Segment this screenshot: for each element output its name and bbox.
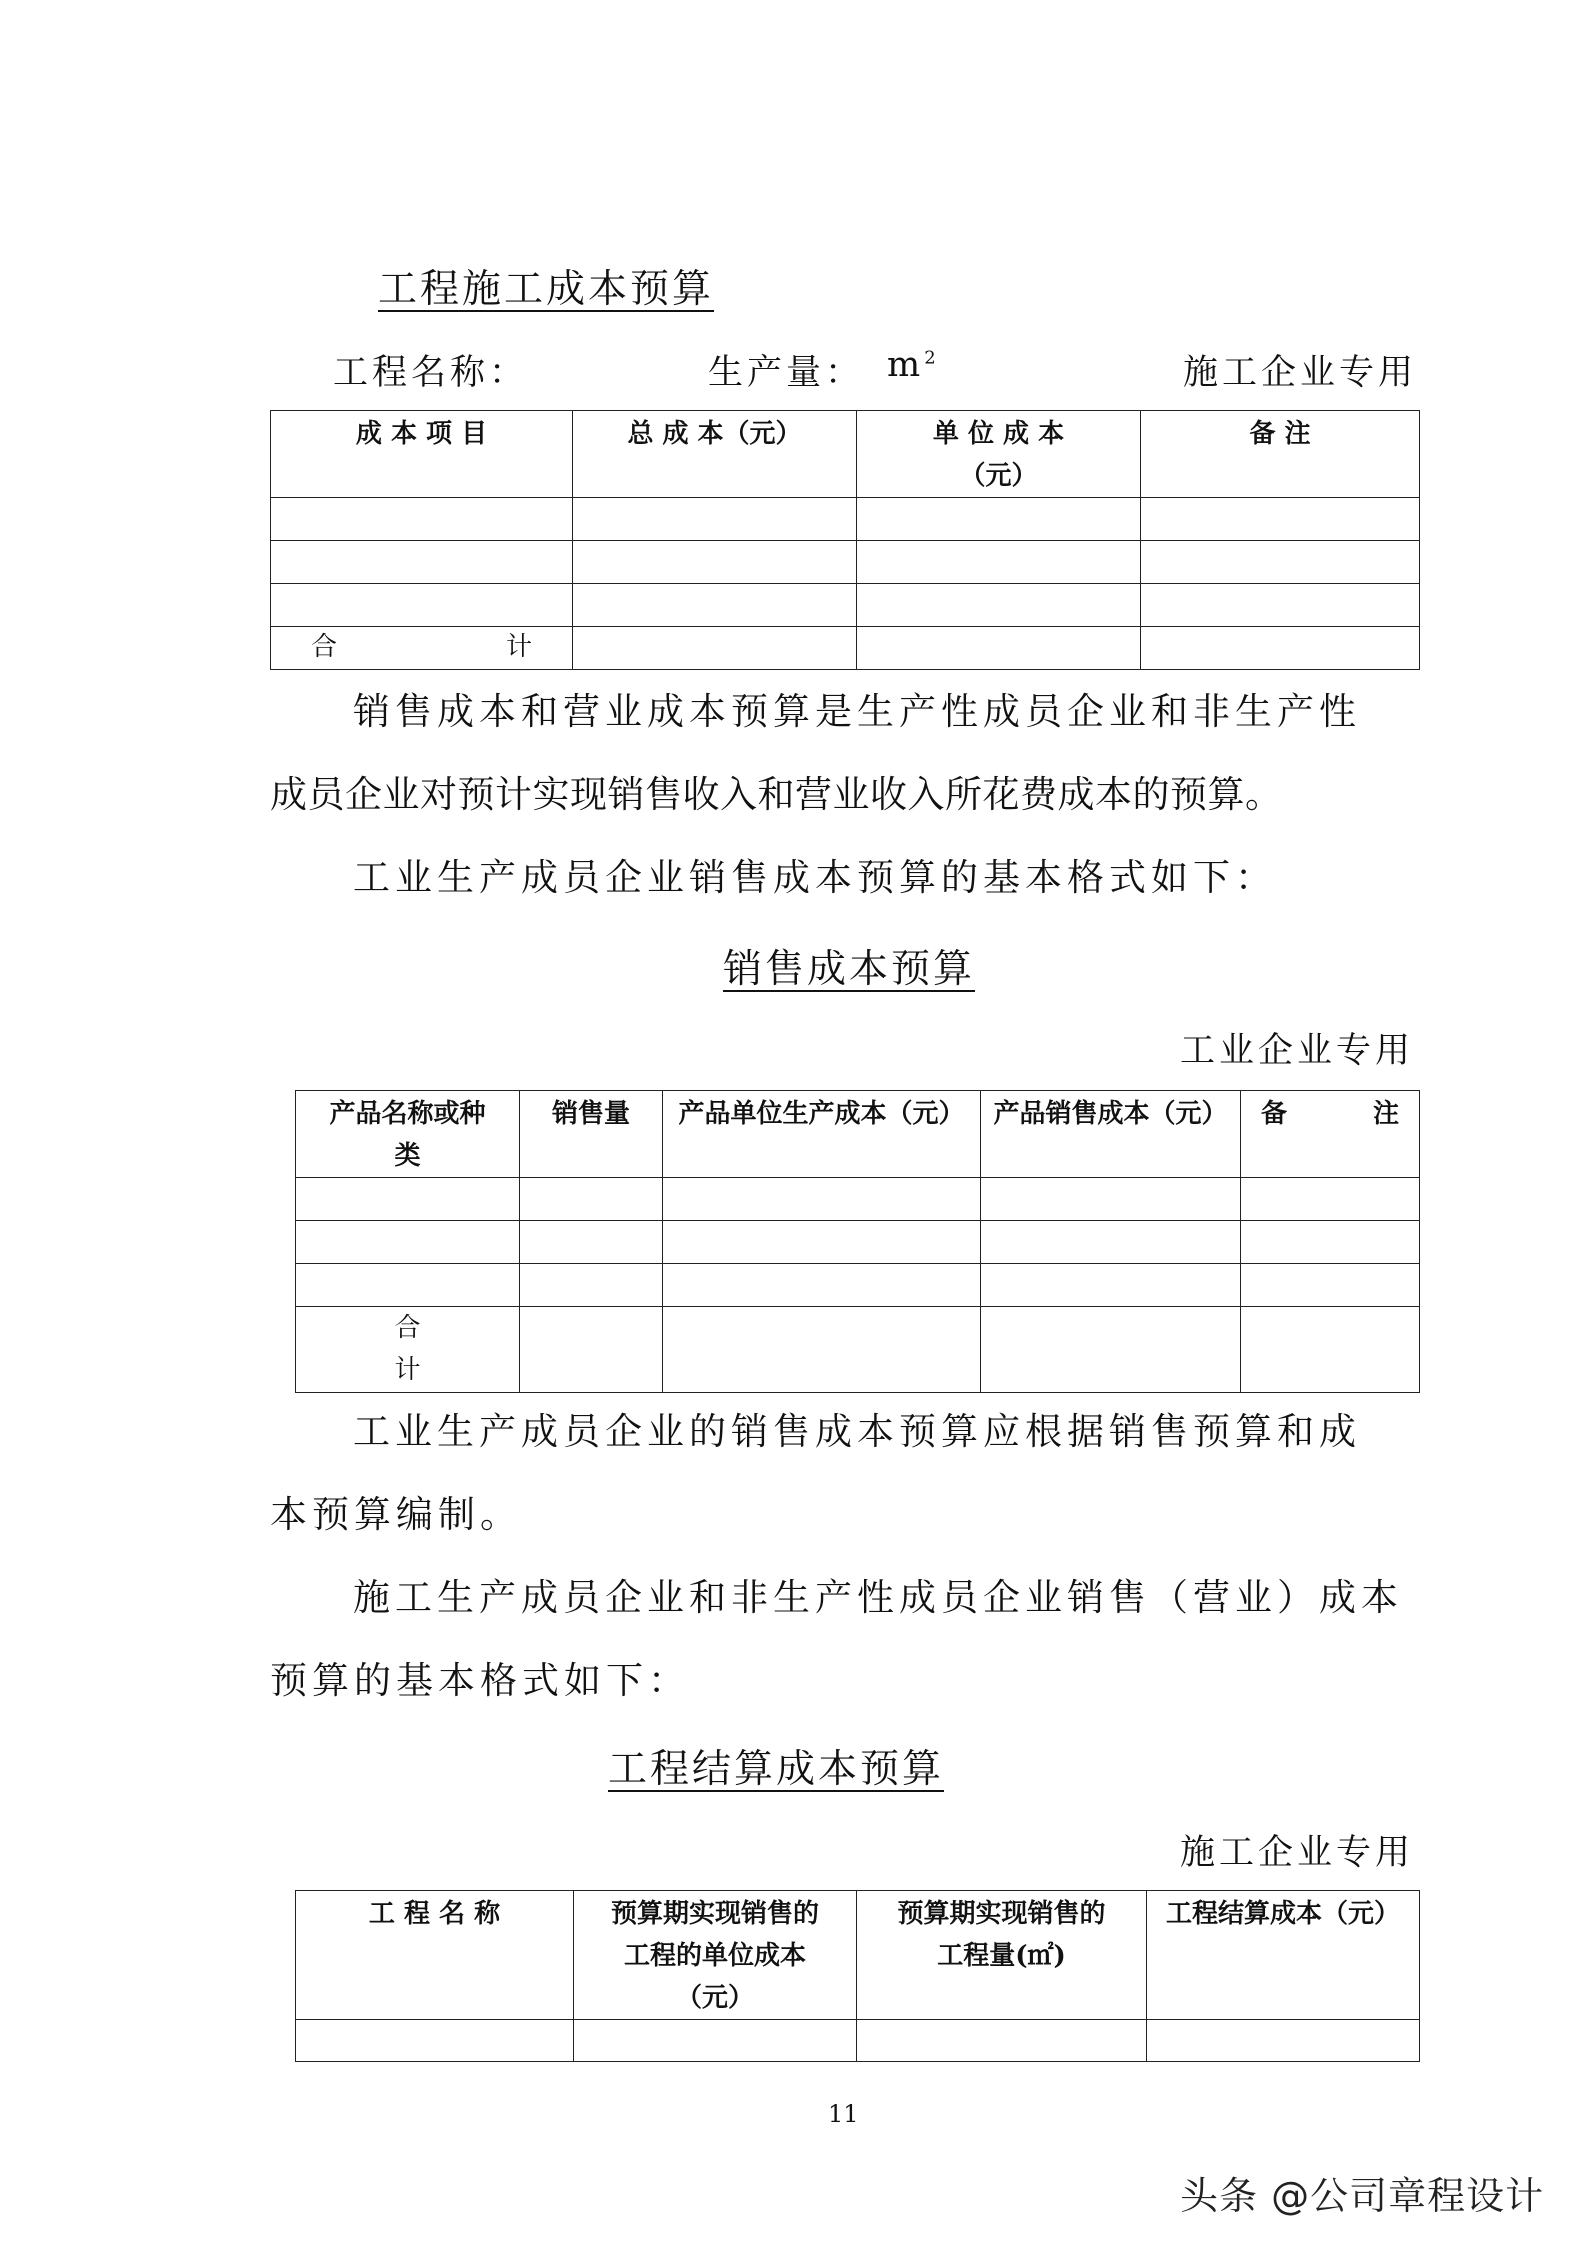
table-cell bbox=[520, 1264, 663, 1307]
table-row bbox=[271, 541, 1420, 584]
table-row bbox=[296, 2020, 1420, 2062]
table2-usage: 工业企业专用 bbox=[1180, 1031, 1415, 1071]
table1-header-item bbox=[271, 411, 573, 498]
table-cell bbox=[573, 584, 857, 627]
header-text: 产品销售成本（元） bbox=[993, 1099, 1228, 1129]
header-text: 备 bbox=[1261, 1099, 1288, 1129]
paragraph-4-line-1: 施工生产成员企业和非生产性成员企业销售（营业）成本 bbox=[353, 1576, 1403, 1619]
header-text: 成 本 项 目 bbox=[355, 419, 488, 449]
paragraph-3-line-2: 本预算编制。 bbox=[270, 1493, 522, 1536]
table-row bbox=[271, 498, 1420, 541]
total-right: 计 bbox=[505, 632, 532, 662]
table-cell bbox=[573, 541, 857, 584]
output-unit-sup: 2 bbox=[924, 347, 940, 369]
table-cell bbox=[573, 627, 857, 670]
table-cell bbox=[981, 1221, 1241, 1264]
header-text: 工程结算成本（元） bbox=[1165, 1899, 1400, 1929]
table3 bbox=[295, 1890, 1420, 2062]
header-text: 单 位 成 本 bbox=[932, 419, 1065, 449]
table-cell bbox=[1241, 1178, 1420, 1221]
paragraph-3 bbox=[270, 1390, 1361, 1556]
total-left: 合 bbox=[311, 632, 338, 662]
table-cell bbox=[520, 1178, 663, 1221]
table2-header-row bbox=[296, 1091, 1420, 1178]
table-cell bbox=[857, 541, 1141, 584]
table-cell bbox=[296, 1221, 520, 1264]
table-cell bbox=[1241, 1307, 1420, 1393]
table-cell bbox=[296, 1178, 520, 1221]
table-row bbox=[271, 584, 1420, 627]
table2-title: 销售成本预算 bbox=[723, 947, 976, 992]
table-cell bbox=[1241, 1221, 1420, 1264]
table1-usage: 施工企业专用 bbox=[1183, 353, 1418, 393]
table3-header-project-name bbox=[296, 1891, 574, 2020]
table3-header-settlement-cost bbox=[1147, 1891, 1420, 2020]
project-name-label: 工程名称： bbox=[333, 353, 529, 393]
table3-header-row bbox=[296, 1891, 1420, 2020]
watermark: 头条 @公司章程设计 bbox=[1180, 2174, 1545, 2218]
header-text: 销售量 bbox=[551, 1099, 630, 1129]
table1-total-row bbox=[271, 627, 1420, 670]
table-cell bbox=[981, 1264, 1241, 1307]
table-cell bbox=[1241, 1264, 1420, 1307]
table-cell bbox=[663, 1307, 981, 1393]
output-label: 生产量： bbox=[708, 353, 865, 393]
header-text: 工程的单位成本 bbox=[623, 1941, 806, 1971]
table2 bbox=[295, 1090, 1420, 1393]
table2-header-product bbox=[296, 1091, 520, 1178]
table-cell bbox=[520, 1307, 663, 1393]
table1-header-row bbox=[271, 411, 1420, 498]
table-cell bbox=[857, 627, 1141, 670]
table1-total-label bbox=[271, 627, 573, 670]
table-cell bbox=[296, 1264, 520, 1307]
header-text: 预算期实现销售的 bbox=[897, 1899, 1106, 1929]
table-cell bbox=[296, 2020, 574, 2062]
table2-header-sales-cost bbox=[981, 1091, 1241, 1178]
table-cell bbox=[857, 584, 1141, 627]
table-cell bbox=[857, 498, 1141, 541]
table3-title: 工程结算成本预算 bbox=[608, 1747, 945, 1792]
table3-header-quantity bbox=[857, 1891, 1147, 2020]
table2-total-row bbox=[296, 1307, 1420, 1393]
paragraph-4 bbox=[270, 1556, 1403, 1722]
header-text: 预算期实现销售的 bbox=[610, 1899, 819, 1929]
paragraph-1-line-1: 销售成本和营业成本预算是生产性成员企业和非生产性 bbox=[353, 690, 1361, 733]
header-text: 总 成 本（元） bbox=[627, 419, 802, 449]
table-cell bbox=[663, 1221, 981, 1264]
table1 bbox=[270, 410, 1420, 670]
page-number: 11 bbox=[828, 2100, 859, 2128]
header-text: 工程量(㎡) bbox=[937, 1941, 1066, 1971]
table-row bbox=[296, 1178, 1420, 1221]
header-text: （元） bbox=[959, 461, 1038, 491]
table-cell bbox=[663, 1264, 981, 1307]
table2-header-unit-cost bbox=[663, 1091, 981, 1178]
table-cell bbox=[520, 1221, 663, 1264]
paragraph-4-line-2: 预算的基本格式如下： bbox=[270, 1659, 690, 1702]
table-cell bbox=[1147, 2020, 1420, 2062]
table-row bbox=[296, 1221, 1420, 1264]
table-cell bbox=[1141, 627, 1420, 670]
table-cell bbox=[573, 498, 857, 541]
total-top: 合 bbox=[394, 1313, 421, 1343]
paragraph-1 bbox=[270, 670, 1361, 836]
output-unit bbox=[887, 345, 940, 385]
table1-header-remark bbox=[1141, 411, 1420, 498]
table2-total-label bbox=[296, 1307, 520, 1393]
header-text: 工 程 名 称 bbox=[368, 1899, 501, 1929]
table-cell bbox=[981, 1307, 1241, 1393]
header-text: 备 注 bbox=[1249, 419, 1311, 449]
table-cell bbox=[857, 2020, 1147, 2062]
table2-header-sales-volume bbox=[520, 1091, 663, 1178]
table-cell bbox=[271, 541, 573, 584]
paragraph-2: 工业生产成员企业销售成本预算的基本格式如下： bbox=[353, 856, 1277, 899]
table-cell bbox=[271, 498, 573, 541]
paragraph-1-line-2: 成员企业对预计实现销售收入和营业收入所花费成本的预算。 bbox=[270, 773, 1283, 816]
table2-header-remark bbox=[1241, 1091, 1420, 1178]
total-bottom: 计 bbox=[394, 1355, 421, 1385]
table-cell bbox=[574, 2020, 857, 2062]
table1-header-total bbox=[573, 411, 857, 498]
table-row bbox=[296, 1264, 1420, 1307]
table-cell bbox=[981, 1178, 1241, 1221]
header-text: 类 bbox=[394, 1141, 421, 1171]
table-cell bbox=[663, 1178, 981, 1221]
header-text: 注 bbox=[1372, 1099, 1399, 1129]
output-unit-base: m bbox=[887, 345, 925, 385]
paragraph-3-line-1: 工业生产成员企业的销售成本预算应根据销售预算和成 bbox=[353, 1410, 1361, 1453]
table-cell bbox=[1141, 584, 1420, 627]
table3-header-unit-cost bbox=[574, 1891, 857, 2020]
table1-title: 工程施工成本预算 bbox=[378, 267, 715, 312]
table3-usage: 施工企业专用 bbox=[1180, 1833, 1415, 1873]
header-text: 产品名称或种 bbox=[329, 1099, 486, 1129]
table-cell bbox=[271, 584, 573, 627]
table-cell bbox=[1141, 541, 1420, 584]
header-text: （元） bbox=[675, 1983, 754, 2013]
table-cell bbox=[1141, 498, 1420, 541]
table1-header-unit bbox=[857, 411, 1141, 498]
header-text: 产品单位生产成本（元） bbox=[678, 1099, 965, 1129]
